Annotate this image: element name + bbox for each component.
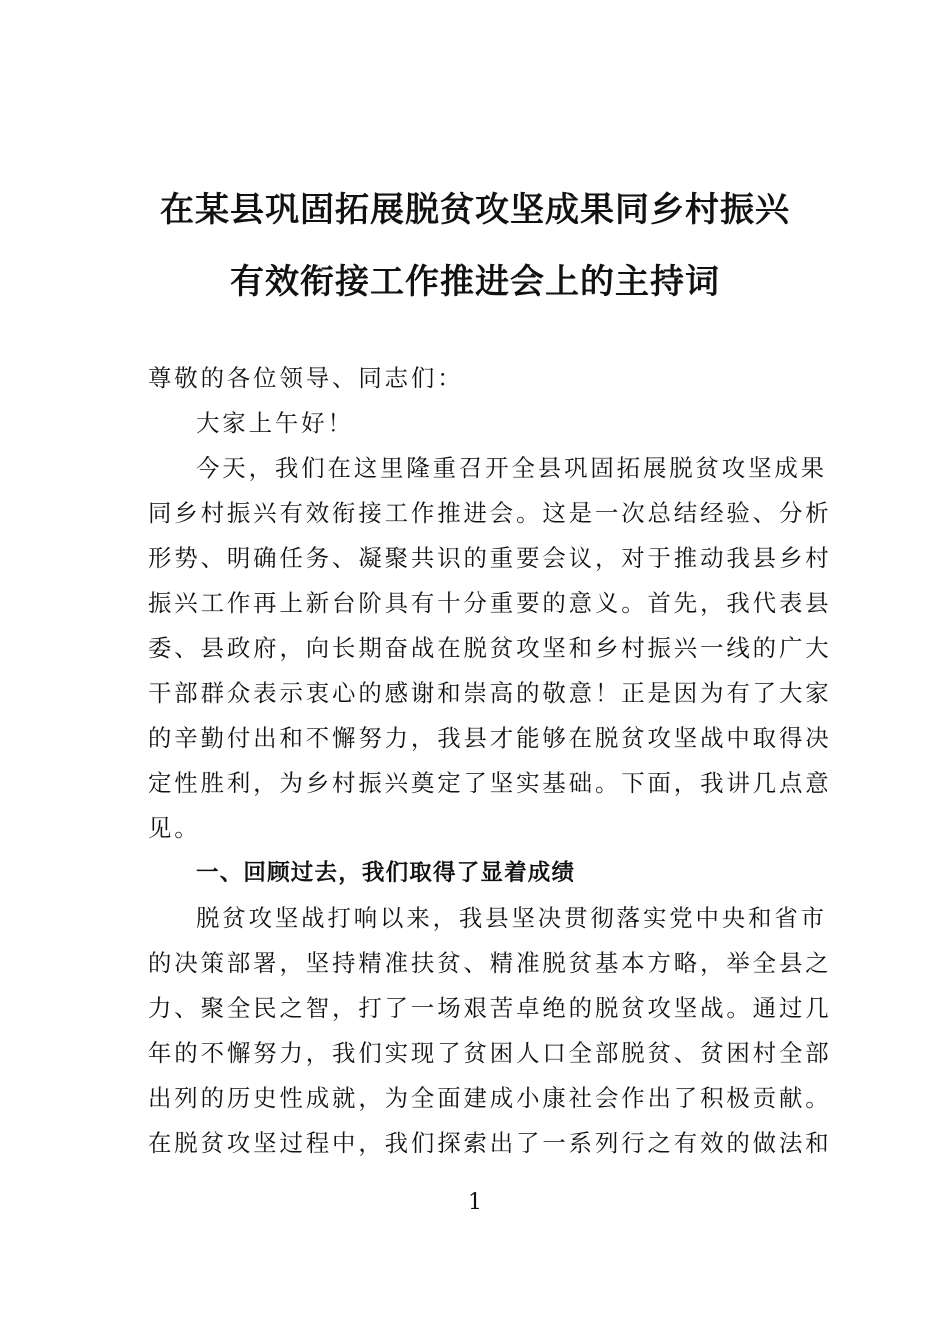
paragraph-1-line: 形势、明确任务、凝聚共识的重要会议，对于推动我县乡村 xyxy=(148,544,832,572)
paragraph-2-line: 脱贫攻坚战打响以来，我县坚决贯彻落实党中央和省市 xyxy=(196,904,827,932)
greeting: 大家上午好！ xyxy=(196,409,354,437)
paragraph-1-line: 同乡村振兴有效衔接工作推进会。这是一次总结经验、分析 xyxy=(148,499,832,527)
paragraph-1-line: 委、县政府，向长期奋战在脱贫攻坚和乡村振兴一线的广大 xyxy=(148,634,832,662)
paragraph-1-line: 今天，我们在这里隆重召开全县巩固拓展脱贫攻坚成果 xyxy=(196,454,827,482)
paragraph-1-line: 见。 xyxy=(148,814,201,842)
document-title-line-1: 在某县巩固拓展脱贫攻坚成果同乡村振兴 xyxy=(160,190,790,230)
paragraph-2-line: 年的不懈努力，我们实现了贫困人口全部脱贫、贫困村全部 xyxy=(148,1039,832,1067)
paragraph-2-line: 在脱贫攻坚过程中，我们探索出了一系列行之有效的做法和 xyxy=(148,1129,832,1157)
paragraph-2-line: 力、聚全民之智，打了一场艰苦卓绝的脱贫攻坚战。通过几 xyxy=(148,994,832,1022)
document-title-line-2: 有效衔接工作推进会上的主持词 xyxy=(230,262,720,302)
paragraph-1-line: 振兴工作再上新台阶具有十分重要的意义。首先，我代表县 xyxy=(148,589,832,617)
paragraph-1-line: 的辛勤付出和不懈努力，我县才能够在脱贫攻坚战中取得决 xyxy=(148,724,832,752)
paragraph-2-line: 的决策部署，坚持精准扶贫、精准脱贫基本方略，举全县之 xyxy=(148,949,832,977)
section-1-heading: 一、回顾过去，我们取得了显着成绩 xyxy=(196,860,576,886)
paragraph-1-line: 定性胜利，为乡村振兴奠定了坚实基础。下面，我讲几点意 xyxy=(148,769,832,797)
salutation: 尊敬的各位领导、同志们： xyxy=(148,364,464,392)
paragraph-2-line: 出列的历史性成就，为全面建成小康社会作出了积极贡献。 xyxy=(148,1084,832,1112)
page-number: 1 xyxy=(468,1190,482,1215)
paragraph-1-line: 干部群众表示衷心的感谢和崇高的敬意！正是因为有了大家 xyxy=(148,679,832,707)
